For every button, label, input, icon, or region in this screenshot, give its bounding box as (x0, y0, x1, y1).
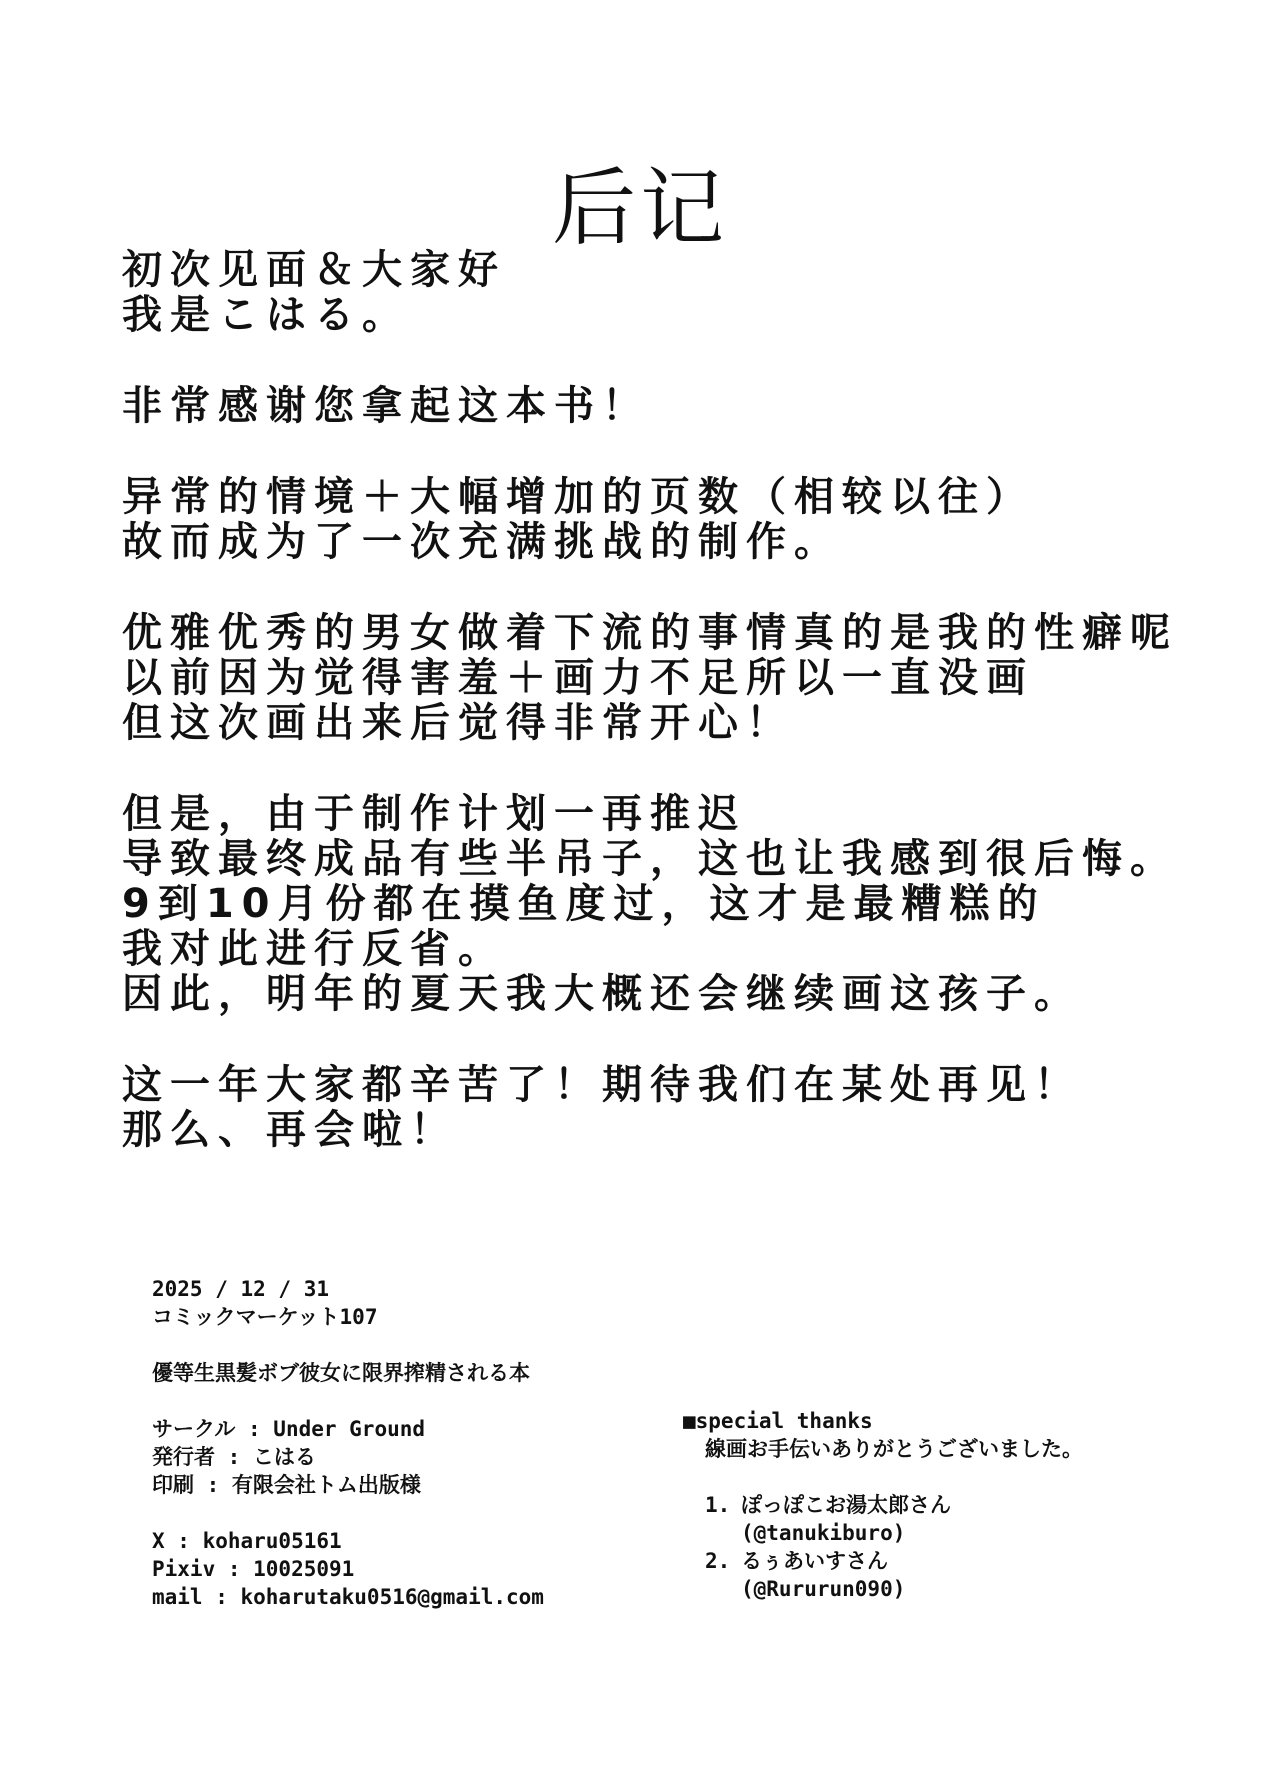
paragraph-greeting (122, 248, 1202, 338)
paragraph-fetish (122, 611, 1202, 746)
publication-date: 2025 / 12 / 31 (152, 1277, 330, 1301)
text-line: 非常感谢您拿起这本书！ (122, 383, 650, 429)
thanks-item (683, 1547, 1083, 1575)
text-line: 异常的情境＋大幅增加的页数（相较以往） (122, 474, 1034, 520)
pixiv-id: Pixiv : 10025091 (152, 1557, 355, 1581)
text-line: 以前因为觉得害羞＋画力不足所以一直没画 (122, 655, 1034, 701)
text-line: 我对此进行反省。 (122, 926, 506, 972)
text-line: 我是こはる。 (122, 292, 410, 338)
special-thanks (683, 1407, 1083, 1603)
paragraph-challenge (122, 475, 1202, 565)
printer: 印刷 : 有限会社トム出版様 (152, 1473, 421, 1497)
paragraph-regret (122, 792, 1202, 1017)
text-line: 但是，由于制作计划一再推迟 (122, 791, 746, 837)
text-line: 9到10月份都在摸鱼度过，这才是最糟糕的 (122, 881, 1046, 927)
circle-name: サークル : Under Ground (152, 1417, 426, 1441)
thanks-item-number: 1. (705, 1493, 731, 1517)
x-account: X : koharu05161 (152, 1529, 342, 1553)
book-title: 優等生黒髪ボブ彼女に限界搾精される本 (152, 1361, 530, 1385)
event-name: コミックマーケット107 (152, 1305, 378, 1329)
text-line: 优雅优秀的男女做着下流的事情真的是我的性癖呢 (122, 610, 1178, 656)
afterword-text (122, 248, 1202, 1199)
paragraph-thanks (122, 384, 1202, 429)
text-line: 但这次画出来后觉得非常开心！ (122, 700, 794, 746)
text-line: 因此，明年的夏天我大概还会继续画这孩子。 (122, 971, 1082, 1017)
text-line: 这一年大家都辛苦了！期待我们在某处再见！ (122, 1062, 1082, 1108)
special-thanks-note: 線画お手伝いありがとうございました。 (705, 1437, 1083, 1461)
paragraph-farewell (122, 1063, 1202, 1153)
text-line: 故而成为了一次充满挑战的制作。 (122, 519, 842, 565)
thanks-item-name: るぅあいすさん (741, 1549, 888, 1573)
page-title: 后记 (551, 159, 728, 258)
mail-address: mail : koharutaku0516@gmail.com (152, 1585, 544, 1609)
thanks-item-number: 2. (705, 1549, 731, 1573)
thanks-item (683, 1491, 1083, 1519)
colophon (152, 1275, 544, 1611)
thanks-item-name: ぽっぽこお湯太郎さん (741, 1493, 951, 1517)
special-thanks-heading: ■special thanks (683, 1409, 873, 1433)
thanks-item-handle: (@Rururun090) (741, 1577, 906, 1601)
text-line: 初次见面＆大家好 (122, 247, 506, 293)
text-line: 导致最终成品有些半吊子，这也让我感到很后悔。 (122, 836, 1178, 882)
thanks-item-handle: (@tanukiburo) (741, 1521, 906, 1545)
publisher: 発行者 : こはる (152, 1445, 316, 1469)
text-line: 那么、再会啦！ (122, 1107, 458, 1153)
